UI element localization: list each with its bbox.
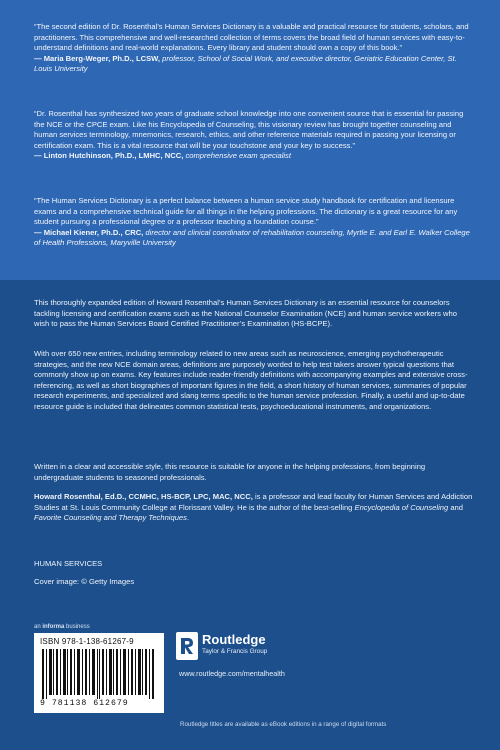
description-paragraph: This thoroughly expanded edition of Howard Rosenthal’s Human Services Dictionary is an essential resource for counselors tackling licensing and certification exams such as the National Counselor Examination (NCE) and human service workers who wish to pass the Human Services Board Certified Practitioner’s Examination (HS-BCPE).: [34, 298, 457, 329]
author-bio-text: .: [186, 513, 190, 523]
quote-attribution: [34, 54, 474, 75]
author-bio-text: and: [448, 502, 463, 512]
quote-author-role: comprehensive exam specialist: [185, 151, 291, 161]
author-book-title: Encyclopedia of Counseling: [354, 502, 449, 512]
quote-attribution: [34, 151, 474, 162]
informa-suffix: business: [64, 624, 90, 630]
endorsement-quote: [34, 22, 474, 75]
category-label: HUMAN SERVICES: [34, 559, 103, 568]
quote-author: — Michael Kiener, Ph.D., CRC,: [34, 227, 144, 237]
quote-text: “The second edition of Dr. Rosenthal’s Human Services Dictionary is a valuable and practical resource for students, scholars, and practitioners. This comprehensive and well-researched collection of terms covers the broad field of human services with easy-to-understand definitions and real-world explanations. Every library and student should own a copy of this book.”: [34, 22, 469, 53]
audience-paragraph: Written in a clear and accessible style, this resource is suitable for anyone in the helping professions, from beginning undergraduate students to seasoned professionals.: [34, 462, 426, 482]
publisher-group: Taylor & Francis Group: [202, 648, 268, 655]
isbn-barcode-block: [34, 633, 164, 713]
endorsement-quote: [34, 109, 474, 162]
quote-text: “The Human Services Dictionary is a perfect balance between a human service study handbook for certification and licensure exams and a comprehensive technical guide for all things in the helping professions. The dictionary is a great resource for any student pursuing a professional degree or a professor teaching a foundation course.”: [34, 196, 458, 227]
author-bio: [34, 492, 474, 524]
informa-tagline: [34, 624, 90, 630]
publisher-name: Routledge: [202, 632, 266, 647]
quote-author: — Maria Berg-Weger, Ph.D., LCSW,: [34, 53, 161, 63]
informa-prefix: an: [34, 624, 43, 630]
endorsement-quote: [34, 196, 474, 249]
ebook-note: Routledge titles are available as eBook editions in a range of digital formats: [180, 721, 387, 728]
author-bio-text: is a professor and lead faculty for Human Services and Addiction Studies at St. Louis Community College at Florissant Valley. He is the author of the best-selling: [34, 492, 473, 512]
author-book-title: Favorite Counseling and Therapy Techniques: [34, 513, 187, 523]
barcode-icon: [42, 649, 156, 699]
quote-author-role: professor, School of Social Work, and executive director, Geriatric Education Center, St. Louis University: [34, 53, 457, 74]
barcode-number: 9 781138 612679: [40, 699, 129, 708]
quote-author: — Linton Hutchinson, Ph.D., LMHC, NCC,: [34, 151, 184, 161]
quote-attribution: [34, 228, 474, 249]
quote-text: “Dr. Rosenthal has synthesized two years of graduate school knowledge into one convenient source that is essential for passing the NCE or the CPCE exam. Like his Encyclopedia of Counseling, this visionary review has brought together counseling and human services terminology, mnemonics, research, ethics, and other reference materials required in passing your licensing or certification exam. This is a vital resource that will be your touchstone and your key to success.”: [34, 109, 464, 150]
author-name: Howard Rosenthal, Ed.D., CCMHC, HS-BCP, LPC, MAC, NCC,: [34, 492, 253, 501]
quote-author-role: director and clinical coordinator of rehabilitation counseling, Myrtle E. and Earl E. Walker College of Health Professions, Maryville University: [34, 227, 470, 248]
isbn-text: ISBN 978-1-138-61267-9: [40, 637, 134, 646]
features-paragraph: With over 650 new entries, including terminology related to new areas such as neuroscience, emerging psychotherapeutic strategies, and the new NCE domain areas, definitions are purposely worded to help test takers answer typical questions that commonly show up on exams. Key features include reader-friendly definitions with accompanying examples and extensive cross-referencing, as well as short biographies of important figures in the field, a short history of human services, summaries of popular research experiments, and specialized and slang terms specific to the human service profession. Finally, a useful and up-to-date resource guide is included that delineates common statistical tests, psychoeducational instruments, and organizations.: [34, 349, 468, 411]
routledge-logo-icon: [176, 632, 198, 660]
endorsements-panel: [0, 0, 500, 280]
informa-brand: informa: [42, 624, 65, 630]
cover-credit: Cover image: © Getty Images: [34, 577, 135, 586]
publisher-url[interactable]: www.routledge.com/mentalhealth: [179, 669, 285, 678]
